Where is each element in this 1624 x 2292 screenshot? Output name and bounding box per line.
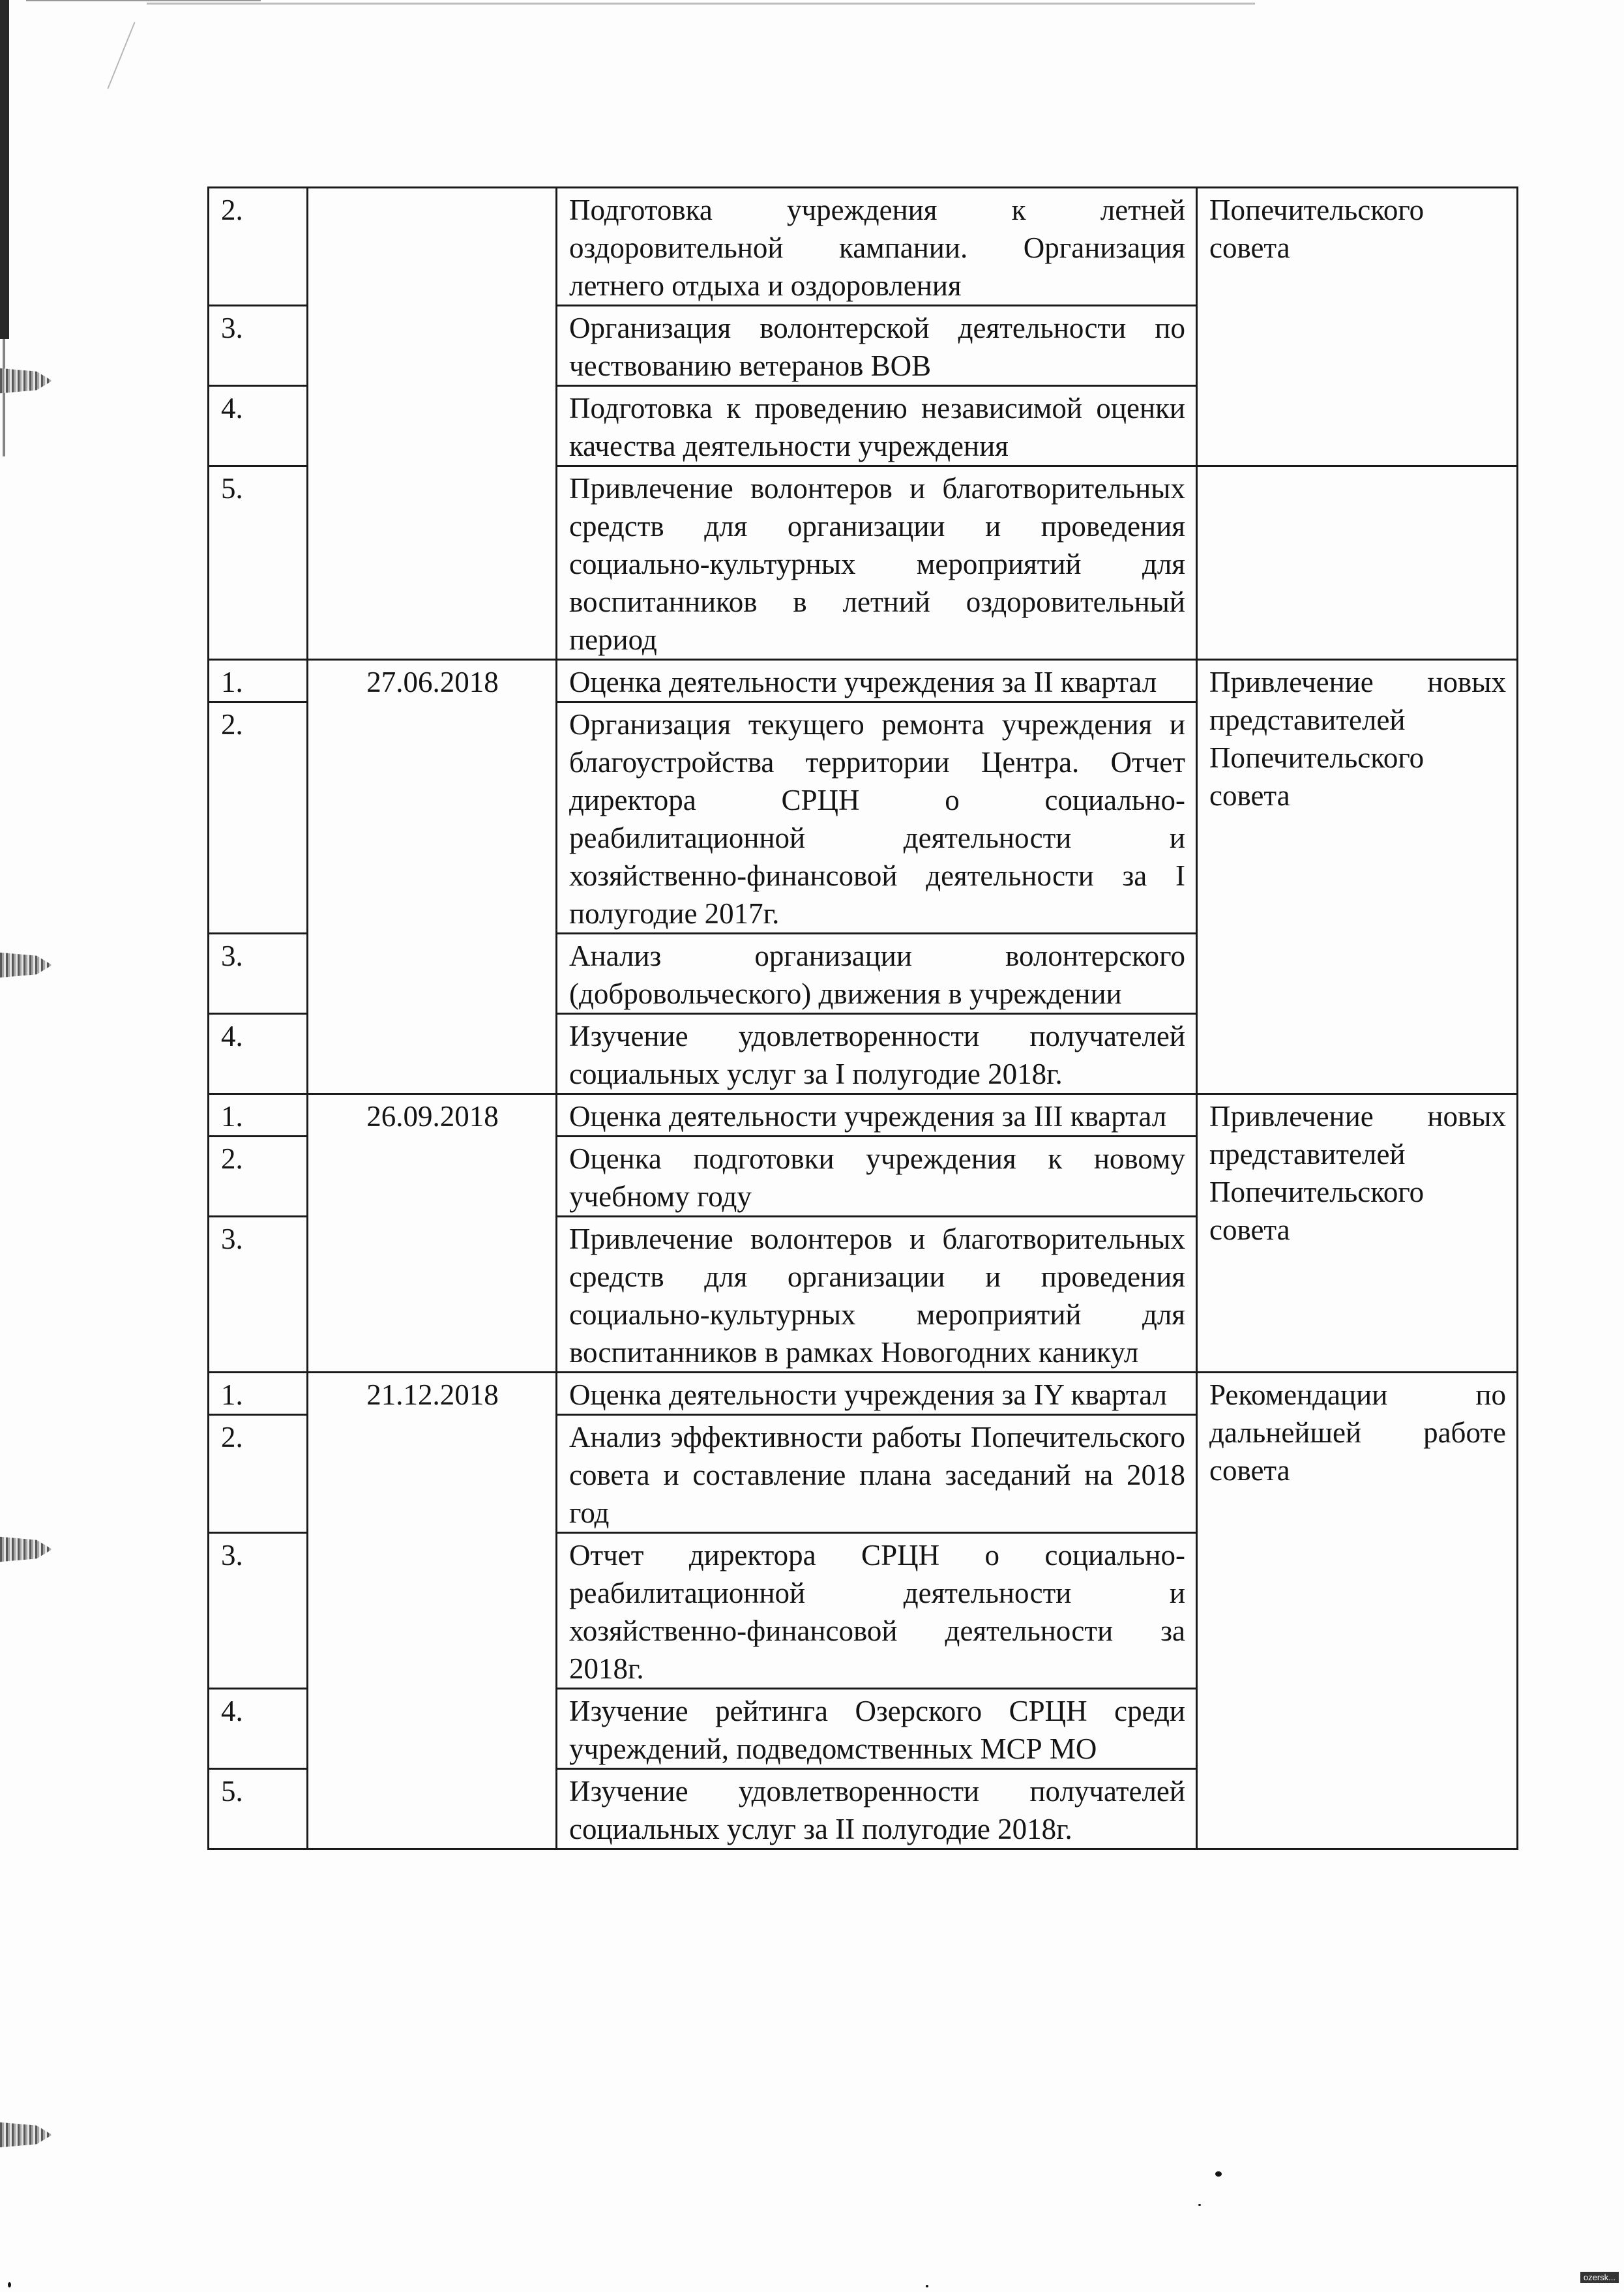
agenda-item-text: Анализ организации волонтерского (добровольческого) движения в учреждении	[557, 934, 1197, 1014]
notes-cell: Привлечение новых представителей Попечительского совета	[1197, 660, 1518, 1094]
item-number: 1.	[209, 1094, 308, 1137]
item-number: 2.	[209, 702, 308, 934]
agenda-item-text: Привлечение волонтеров и благотворительных средств для организации и проведения социально-культурных мероприятий для воспитанников в рамках Новогодних каникул	[557, 1217, 1197, 1373]
item-number: 1.	[209, 1373, 308, 1415]
agenda-item-text: Анализ эффективности работы Попечительского совета и составление плана заседаний на 2018 год	[557, 1415, 1197, 1533]
agenda-item-text: Оценка деятельности учреждения за II квартал	[557, 660, 1197, 702]
item-number: 1.	[209, 660, 308, 702]
agenda-item-text: Оценка деятельности учреждения за IY квартал	[557, 1373, 1197, 1415]
scan-artifact-line	[26, 0, 261, 1]
notes-cell: Привлечение новых представителей Попечительского совета	[1197, 1094, 1518, 1373]
notes-cell: Рекомендации по дальнейшей работе совета	[1197, 1373, 1518, 1849]
table-row	[209, 1094, 1518, 1137]
table-row	[209, 188, 1518, 306]
item-number: 5.	[209, 1769, 308, 1849]
scan-speck	[926, 2285, 928, 2287]
meeting-date: 26.09.2018	[308, 1094, 557, 1373]
item-number: 2.	[209, 188, 308, 306]
agenda-item-text: Изучение удовлетворенности получателей социальных услуг за I полугодие 2018г.	[557, 1014, 1197, 1094]
item-number: 3.	[209, 1217, 308, 1373]
item-number: 5.	[209, 466, 308, 660]
agenda-item-text: Изучение удовлетворенности получателей социальных услуг за II полугодие 2018г.	[557, 1769, 1197, 1849]
punch-hole-mark	[0, 1534, 52, 1565]
agenda-item-text: Организация волонтерской деятельности по чествованию ветеранов ВОВ	[557, 306, 1197, 386]
punch-hole-mark	[0, 365, 52, 396]
notes-cell	[1197, 466, 1518, 660]
scan-speck	[1198, 2204, 1201, 2206]
site-watermark: ozersk...	[1580, 2272, 1619, 2283]
item-number: 3.	[209, 934, 308, 1014]
item-number: 3.	[209, 306, 308, 386]
meeting-date-cell	[308, 188, 557, 660]
item-number: 4.	[209, 1689, 308, 1769]
agenda-item-text: Подготовка учреждения к летней оздоровительной кампании. Организация летнего отдыха и оздоровления	[557, 188, 1197, 306]
item-number: 2.	[209, 1415, 308, 1533]
agenda-item-text: Изучение рейтинга Озерского СРЦН среди учреждений, подведомственных МСР МО	[557, 1689, 1197, 1769]
agenda-item-text: Оценка деятельности учреждения за III квартал	[557, 1094, 1197, 1137]
meeting-date: 27.06.2018	[308, 660, 557, 1094]
agenda-item-text: Организация текущего ремонта учреждения и благоустройства территории Центра. Отчет директора СРЦН о социально-реабилитационной деятельности и хозяйственно-финансовой деятельности за I полугодие 2017г.	[557, 702, 1197, 934]
scan-edge-shadow	[3, 339, 5, 456]
agenda-item-text: Привлечение волонтеров и благотворительных средств для организации и проведения социально-культурных мероприятий для воспитанников в летний оздоровительный период	[557, 466, 1197, 660]
scan-edge-shadow	[0, 0, 9, 339]
punch-hole-mark	[0, 949, 52, 981]
agenda-item-text: Подготовка к проведению независимой оценки качества деятельности учреждения	[557, 386, 1197, 466]
table-row	[209, 660, 1518, 702]
table-row	[209, 1373, 1518, 1415]
item-number: 4.	[209, 1014, 308, 1094]
meeting-date: 21.12.2018	[308, 1373, 557, 1849]
scan-speck	[1215, 2171, 1222, 2177]
item-number: 4.	[209, 386, 308, 466]
scan-artifact-line	[147, 3, 1255, 5]
scan-artifact-mark	[107, 22, 135, 89]
agenda-item-text: Оценка подготовки учреждения к новому учебному году	[557, 1137, 1197, 1217]
item-number: 3.	[209, 1533, 308, 1689]
notes-cell: Попечительского совета	[1197, 188, 1518, 466]
agenda-item-text: Отчет директора СРЦН о социально-реабилитационной деятельности и хозяйственно-финансовой деятельности за 2018г.	[557, 1533, 1197, 1689]
scan-speck	[8, 2282, 11, 2287]
item-number: 2.	[209, 1137, 308, 1217]
meeting-plan-table	[207, 186, 1518, 1850]
punch-hole-mark	[0, 2119, 52, 2151]
